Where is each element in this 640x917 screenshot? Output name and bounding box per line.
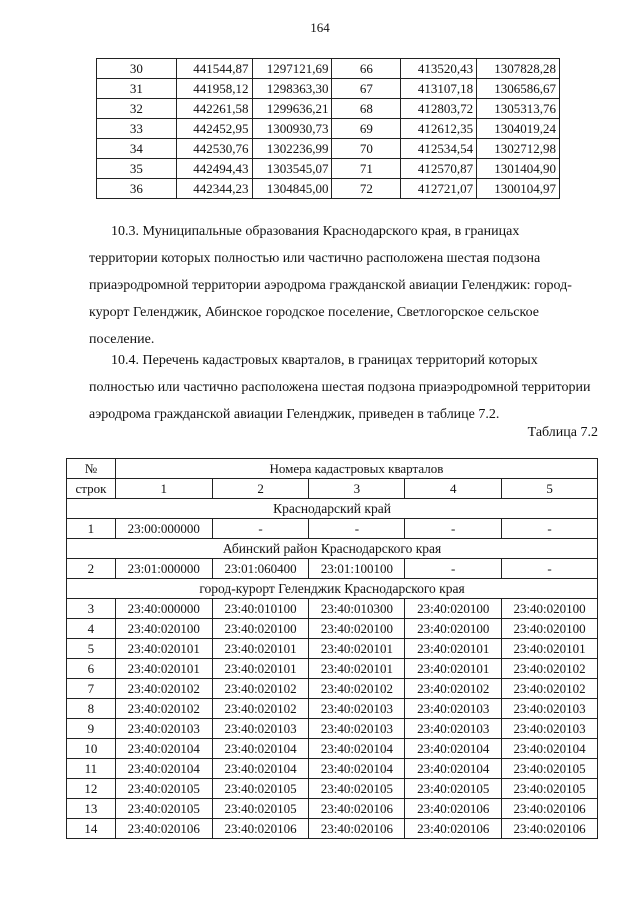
table-cell: - [212,519,309,539]
table-cell: 66 [332,59,401,79]
table-cell: 1299636,21 [252,99,332,119]
table-cell: 412534,54 [401,139,477,159]
page-number: 164 [310,20,330,35]
table-cell: 1305313,76 [477,99,560,119]
coordinate-table [96,58,560,199]
table-cell: 23:40:020101 [405,659,502,679]
table-cell: 2 [67,559,116,579]
table-cell: 23:40:020102 [115,699,212,719]
paragraph-line: приаэродромной территории аэродрома гражданской авиации Геленджик: город- [89,278,572,293]
table-cell: 23:40:020106 [309,819,405,839]
table-cell: 23:40:020104 [405,759,502,779]
header-rows: строк [67,479,116,499]
table-cell: 23:40:020104 [405,739,502,759]
table-cell: 23:40:010300 [309,599,405,619]
table-cell: - [405,559,502,579]
table-cell: 67 [332,79,401,99]
table-cell: 23:40:020104 [115,739,212,759]
section-row: Краснодарский край [67,499,598,519]
col-label: 3 [309,479,405,499]
paragraph-line: 10.3. Муниципальные образования Краснодарского края, в границах [111,224,520,239]
table-row [67,659,598,679]
table-cell: 23:40:020102 [502,659,598,679]
table-cell: 23:40:020103 [502,719,598,739]
table-cell: 72 [332,179,401,199]
table-cell: - [309,519,405,539]
table-cell: 1302712,98 [477,139,560,159]
table-cell: 23:40:020101 [502,639,598,659]
table-cell: 23:40:020100 [405,599,502,619]
table-row [97,159,560,179]
paragraph-line: поселение. [89,332,155,347]
table-cell: 23:40:020106 [309,799,405,819]
table-cell: 23:40:020100 [405,619,502,639]
table-cell: 442494,43 [176,159,252,179]
table-cell: 23:40:020103 [212,719,309,739]
paragraph-10-3 [89,218,598,353]
table-row [67,679,598,699]
table-cell: 23:40:020102 [115,679,212,699]
table-row [67,599,598,619]
col-label: 4 [405,479,502,499]
table-cell: 1301404,90 [477,159,560,179]
table-cell: - [502,519,598,539]
table-cell: 1297121,69 [252,59,332,79]
table-cell: 23:40:020105 [212,779,309,799]
table-cell: 441544,87 [176,59,252,79]
paragraph-line: аэродрома гражданской авиации Геленджик, приведен в таблице 7.2. [89,407,500,422]
table-cell: 1 [67,519,116,539]
table-cell: 413107,18 [401,79,477,99]
table-cell: 71 [332,159,401,179]
table-cell: 23:40:020105 [115,779,212,799]
table-cell: 23:40:020102 [212,679,309,699]
table-cell: 23:01:060400 [212,559,309,579]
table-cell: 23:01:100100 [309,559,405,579]
table-cell: 23:40:000000 [115,599,212,619]
col-label: 2 [212,479,309,499]
table-cell: 23:40:020101 [115,639,212,659]
table-cell: 23:40:020106 [212,819,309,839]
table-cell: 23:40:020106 [405,819,502,839]
table-cell: 1307828,28 [477,59,560,79]
paragraph-10-4 [89,347,598,428]
table-cell: 1302236,99 [252,139,332,159]
table-cell: 23:40:020101 [405,639,502,659]
table-cell: 23:40:020101 [115,659,212,679]
col-label: 1 [115,479,212,499]
table-row [97,59,560,79]
table-row [97,119,560,139]
table-cell: 413520,43 [401,59,477,79]
table-cell: 23:40:020105 [502,779,598,799]
header-num: № [67,459,116,479]
table-cell: 34 [97,139,177,159]
table-cell: 11 [67,759,116,779]
paragraph-line: 10.4. Перечень кадастровых кварталов, в границах территорий которых [111,353,538,368]
table-cell: 23:40:020103 [405,719,502,739]
table-cell: 23:40:020104 [309,759,405,779]
table-row [67,519,598,539]
table-row [67,719,598,739]
table-cell: 23:40:020101 [212,659,309,679]
table-cell: 3 [67,599,116,619]
table-cell: 23:01:000000 [115,559,212,579]
table-cell: 23:40:020104 [502,739,598,759]
table-cell: 23:40:020100 [115,619,212,639]
paragraph-line: курорт Геленджик, Абинское городское поселение, Светлогорское сельское [89,305,539,320]
table-cell: 412803,72 [401,99,477,119]
table-cell: 23:40:020106 [502,819,598,839]
table-cell: 23:40:020102 [309,679,405,699]
header-title: Номера кадастровых кварталов [115,459,597,479]
table-cell: 13 [67,799,116,819]
table-cell: 14 [67,819,116,839]
table-cell: 6 [67,659,116,679]
paragraph-line: территории которых полностью или частично расположена шестая подзона [89,251,541,266]
table-cell: 442452,95 [176,119,252,139]
table-cell: 32 [97,99,177,119]
table-cell: 31 [97,79,177,99]
table-cell: 23:40:020101 [212,639,309,659]
table-cell: 1298363,30 [252,79,332,99]
table-row [97,99,560,119]
table-row [67,639,598,659]
table-cell: 23:40:020104 [115,759,212,779]
table-cell: 23:40:020100 [502,619,598,639]
table-cell: 23:40:020100 [502,599,598,619]
table-cell: 23:40:020103 [405,699,502,719]
table-cell: 1300104,97 [477,179,560,199]
table-caption: Таблица 7.2 [527,425,598,440]
table-cell: - [405,519,502,539]
table-cell: 23:40:020103 [309,719,405,739]
table-cell: 23:40:020103 [309,699,405,719]
table-cell: 23:40:020102 [212,699,309,719]
table-row [67,619,598,639]
table-cell: 23:40:020105 [212,799,309,819]
table-cell: 412721,07 [401,179,477,199]
section-row: город-курорт Геленджик Краснодарского края [67,579,598,599]
table-row [67,819,598,839]
table-cell: 1304019,24 [477,119,560,139]
table-cell: 4 [67,619,116,639]
table-cell: 70 [332,139,401,159]
table-cell: 441958,12 [176,79,252,99]
table-cell: 23:40:020101 [309,639,405,659]
table-row [67,779,598,799]
table-cell: 442261,58 [176,99,252,119]
table-cell: 23:00:000000 [115,519,212,539]
table-row [97,179,560,199]
table-cell: 412612,35 [401,119,477,139]
table-cell: 8 [67,699,116,719]
table-cell: 23:40:020105 [115,799,212,819]
table-cell: 23:40:020101 [309,659,405,679]
table-cell: 9 [67,719,116,739]
table-row [67,559,598,579]
table-cell: 1303545,07 [252,159,332,179]
table-cell: 5 [67,639,116,659]
table-cell: 23:40:020104 [309,739,405,759]
section-row: Абинский район Краснодарского края [67,539,598,559]
table-cell: 33 [97,119,177,139]
table-cell: 412570,87 [401,159,477,179]
paragraph-line: полностью или частично расположена шестая подзона приаэродромной территории [89,380,591,395]
table-cell: 23:40:020105 [309,779,405,799]
cadastral-table [66,458,598,839]
table-cell: 68 [332,99,401,119]
table-cell: 1304845,00 [252,179,332,199]
table-cell: 442344,23 [176,179,252,199]
table-cell: 23:40:020103 [502,699,598,719]
table-row [67,759,598,779]
table-cell: 23:40:020100 [212,619,309,639]
table-cell: 23:40:020104 [212,739,309,759]
table-cell: 30 [97,59,177,79]
table-cell: 23:40:020103 [115,719,212,739]
table-row [67,799,598,819]
table-row [67,699,598,719]
table-cell: 1306586,67 [477,79,560,99]
table-row [67,739,598,759]
table-cell: 1300930,73 [252,119,332,139]
table-cell: 23:40:020106 [502,799,598,819]
table-row [97,79,560,99]
table-cell: 23:40:020102 [405,679,502,699]
table-row [97,139,560,159]
table-cell: 23:40:010100 [212,599,309,619]
table-cell: - [502,559,598,579]
table-cell: 69 [332,119,401,139]
table-cell: 35 [97,159,177,179]
table-cell: 23:40:020106 [115,819,212,839]
table-cell: 12 [67,779,116,799]
table-cell: 23:40:020106 [405,799,502,819]
table-cell: 23:40:020105 [502,759,598,779]
table-cell: 23:40:020102 [502,679,598,699]
table-cell: 23:40:020105 [405,779,502,799]
table-cell: 23:40:020100 [309,619,405,639]
table-cell: 7 [67,679,116,699]
table-cell: 442530,76 [176,139,252,159]
table-cell: 23:40:020104 [212,759,309,779]
table-cell: 36 [97,179,177,199]
table-cell: 10 [67,739,116,759]
col-label: 5 [502,479,598,499]
